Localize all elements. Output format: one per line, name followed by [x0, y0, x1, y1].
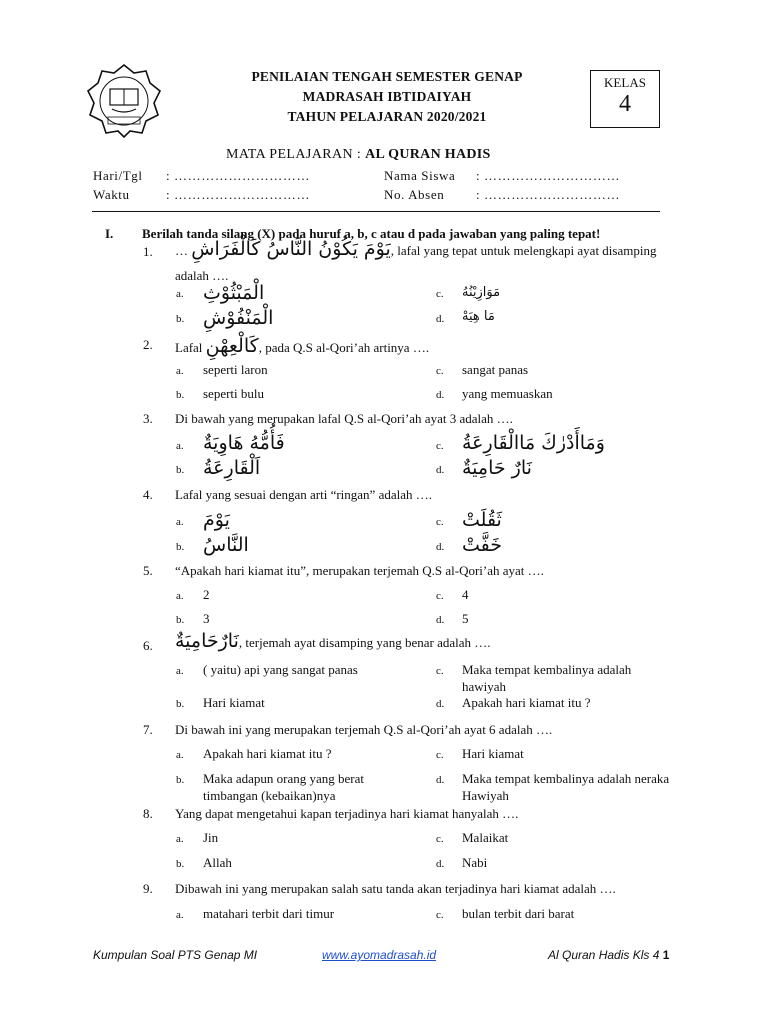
question-number: 9. — [143, 881, 153, 896]
question-suffix: , lafal yang tepat untuk melengkapi ayat disamping — [390, 243, 657, 258]
question-number: 3. — [143, 411, 153, 426]
option-b-label[interactable]: b. — [176, 541, 185, 553]
subject-value: AL QURAN HADIS — [365, 147, 491, 162]
exam-title: PENILAIAN TENGAH SEMESTER GENAP — [251, 69, 523, 84]
question-suffix: terjemah ayat disamping yang benar adalah …. — [245, 635, 491, 650]
option-a-label[interactable]: a. — [176, 440, 184, 452]
option-c-text[interactable]: وَمَاأَدْرٰكَ مَاالْقَارِعَةُ — [462, 432, 605, 454]
question-text: Yang dapat mengetahui kapan terjadinya hari kiamat hanyalah …. — [175, 806, 519, 821]
option-b-label[interactable]: b. — [176, 774, 185, 786]
option-c-label[interactable]: c. — [436, 440, 444, 452]
student-name-field[interactable]: : ………………………… — [476, 168, 621, 183]
option-b-text[interactable]: الْمَنْفُوْشِ — [203, 307, 274, 329]
option-d-label[interactable]: d. — [436, 858, 445, 870]
arabic-text: كَالْعِهْنِ — [205, 335, 259, 357]
option-a-text[interactable]: Apakah hari kiamat itu ? — [203, 746, 332, 761]
arabic-text: نَارٌحَامِيَةٌ — [175, 630, 239, 652]
option-d-text[interactable]: خَفَّتْ — [462, 534, 503, 556]
option-c-label[interactable]: c. — [436, 665, 444, 677]
option-a-label[interactable]: a. — [176, 833, 184, 845]
option-c-text[interactable]: bulan terbit dari barat — [462, 906, 575, 921]
subject-label: MATA PELAJARAN : — [226, 147, 362, 162]
option-a-label[interactable]: a. — [176, 516, 184, 528]
footer-course: Al Quran Hadis Kls 4 — [548, 948, 660, 962]
question-comma: , — [238, 635, 243, 650]
question-number: 6. — [143, 638, 153, 653]
option-b-label[interactable]: b. — [176, 389, 185, 401]
class-label: KELAS — [604, 75, 646, 90]
subject-line — [226, 147, 566, 163]
option-d-text[interactable]: yang memuaskan — [462, 386, 553, 401]
option-c-label[interactable]: c. — [436, 909, 444, 921]
option-c-text[interactable]: مَوَازِيْنُهُ — [462, 285, 501, 300]
question-number: 8. — [143, 806, 153, 821]
option-a-label[interactable]: a. — [176, 909, 184, 921]
question-text: Di bawah ini yang merupakan terjemah Q.S al-Qori’ah ayat 6 adalah …. — [175, 722, 553, 737]
option-b-label[interactable]: b. — [176, 858, 185, 870]
section-instruction: Berilah tanda silang (X) pada huruf a, b, c atau d pada jawaban yang paling tepat! — [142, 226, 601, 241]
option-c-label[interactable]: c. — [436, 833, 444, 845]
question-prefix: Lafal — [175, 340, 203, 355]
option-c-text[interactable]: sangat panas — [462, 362, 529, 377]
question-number: 1. — [143, 244, 153, 259]
option-c-text[interactable]: 4 — [462, 587, 469, 602]
question-number: 4. — [143, 487, 153, 502]
option-b-text[interactable]: 3 — [203, 611, 210, 626]
academic-year: TAHUN PELAJARAN 2020/2021 — [287, 109, 487, 124]
question-text: Dibawah ini yang merupakan salah satu tanda akan terjadinya hari kiamat adalah …. — [175, 881, 616, 896]
option-b-text[interactable]: Allah — [203, 855, 232, 870]
option-c-label[interactable]: c. — [436, 288, 444, 300]
option-b-label[interactable]: b. — [176, 464, 185, 476]
question-text-line2: adalah …. — [175, 268, 229, 283]
option-d-label[interactable]: d. — [436, 389, 445, 401]
option-a-text[interactable]: ( yaitu) api yang sangat panas — [203, 662, 358, 677]
option-d-text[interactable]: Apakah hari kiamat itu ? — [462, 695, 591, 710]
class-number: 4 — [619, 91, 631, 117]
option-c-text[interactable]: Hari kiamat — [462, 746, 524, 761]
option-a-label[interactable]: a. — [176, 665, 184, 677]
option-a-text[interactable]: يَوْمَ — [203, 509, 230, 531]
option-a-text[interactable]: الْمَبْثُوْثِ — [203, 282, 265, 304]
option-b-text[interactable]: Maka adapun orang yang berat — [203, 771, 364, 786]
option-b-label[interactable]: b. — [176, 313, 185, 325]
option-a-text[interactable]: 2 — [203, 587, 210, 602]
option-c-label[interactable]: c. — [436, 749, 444, 761]
section-number: I. — [105, 226, 114, 241]
option-d-text[interactable]: Nabi — [462, 855, 488, 870]
option-b-text[interactable]: اَلْقَارِعَةُ — [203, 457, 261, 479]
option-d-label[interactable]: d. — [436, 313, 445, 325]
option-c-text[interactable]: ثَقُلَتْ — [462, 509, 502, 531]
option-a-label[interactable]: a. — [176, 288, 184, 300]
option-a-label[interactable]: a. — [176, 749, 184, 761]
option-c-text-line2[interactable]: hawiyah — [462, 679, 507, 694]
option-b-text[interactable]: seperti bulu — [203, 386, 265, 401]
option-b-text[interactable]: Hari kiamat — [203, 695, 265, 710]
class-box — [590, 70, 660, 128]
question-text: Lafal yang sesuai dengan arti “ringan” adalah …. — [175, 487, 432, 502]
option-d-text[interactable]: مَا هِيَهْ — [462, 309, 495, 324]
option-a-text[interactable]: matahari terbit dari timur — [203, 906, 335, 921]
option-a-text[interactable]: فَأُمُّهُ هَاوِيَةٌ — [203, 432, 285, 454]
student-name-label: Nama Siswa — [384, 168, 456, 183]
option-c-label[interactable]: c. — [436, 516, 444, 528]
madrasah-logo — [86, 63, 162, 139]
option-d-label[interactable]: d. — [436, 614, 445, 626]
date-label: Hari/Tgl — [93, 168, 143, 183]
question-number: 2. — [143, 337, 153, 352]
option-c-text[interactable]: Maka tempat kembalinya adalah — [462, 662, 632, 677]
option-d-text[interactable]: Maka tempat kembalinya adalah neraka — [462, 771, 670, 786]
school-level: MADRASAH IBTIDAIYAH — [302, 89, 472, 104]
question-number: 7. — [143, 722, 153, 737]
question-text — [175, 335, 720, 357]
footer-left: Kumpulan Soal PTS Genap MI — [93, 948, 258, 962]
question-suffix: , pada Q.S al-Qori’ah artinya …. — [258, 340, 430, 355]
arabic-text: يَوْمَ يَكُوْنُ النَّاسُ كَالْفَرَاشِ — [191, 238, 391, 260]
question-text — [175, 238, 720, 260]
option-b-text-line2[interactable]: timbangan (kebaikan)nya — [203, 788, 336, 803]
option-d-label[interactable]: d. — [436, 541, 445, 553]
footer-right — [548, 948, 669, 962]
option-c-text[interactable]: Malaikat — [462, 830, 509, 845]
option-d-label[interactable]: d. — [436, 464, 445, 476]
option-d-text[interactable]: 5 — [462, 611, 469, 626]
time-label: Waktu — [93, 187, 130, 202]
question-number: 5. — [143, 563, 153, 578]
question-text — [175, 630, 720, 652]
option-c-label[interactable]: c. — [436, 365, 444, 377]
option-d-label[interactable]: d. — [436, 698, 445, 710]
question-text: “Apakah hari kiamat itu”, merupakan terjemah Q.S al-Qori’ah ayat …. — [175, 563, 544, 578]
footer-website-link[interactable]: www.ayomadrasah.id — [322, 948, 437, 962]
option-b-label[interactable]: b. — [176, 698, 185, 710]
option-d-text-line2[interactable]: Hawiyah — [462, 788, 509, 803]
option-a-text[interactable]: seperti laron — [203, 362, 268, 377]
question-text: Di bawah yang merupakan lafal Q.S al-Qori’ah ayat 3 adalah …. — [175, 411, 513, 426]
date-field[interactable]: : ………………………… — [166, 168, 311, 183]
option-a-label[interactable]: a. — [176, 365, 184, 377]
attendance-number-label: No. Absen — [384, 187, 445, 202]
option-b-text[interactable]: النَّاسُ — [203, 534, 249, 556]
time-field[interactable]: : ………………………… — [166, 187, 311, 202]
option-a-label[interactable]: a. — [176, 590, 184, 602]
attendance-number-field[interactable]: : ………………………… — [476, 187, 621, 202]
option-b-label[interactable]: b. — [176, 614, 185, 626]
option-c-label[interactable]: c. — [436, 590, 444, 602]
page-number: 1 — [662, 948, 670, 962]
question-prefix: … — [175, 243, 188, 258]
option-d-label[interactable]: d. — [436, 774, 445, 786]
option-a-text[interactable]: Jin — [203, 830, 219, 845]
header-divider — [92, 211, 660, 212]
option-d-text[interactable]: نَارٌ حَامِيَةٌ — [462, 457, 532, 479]
